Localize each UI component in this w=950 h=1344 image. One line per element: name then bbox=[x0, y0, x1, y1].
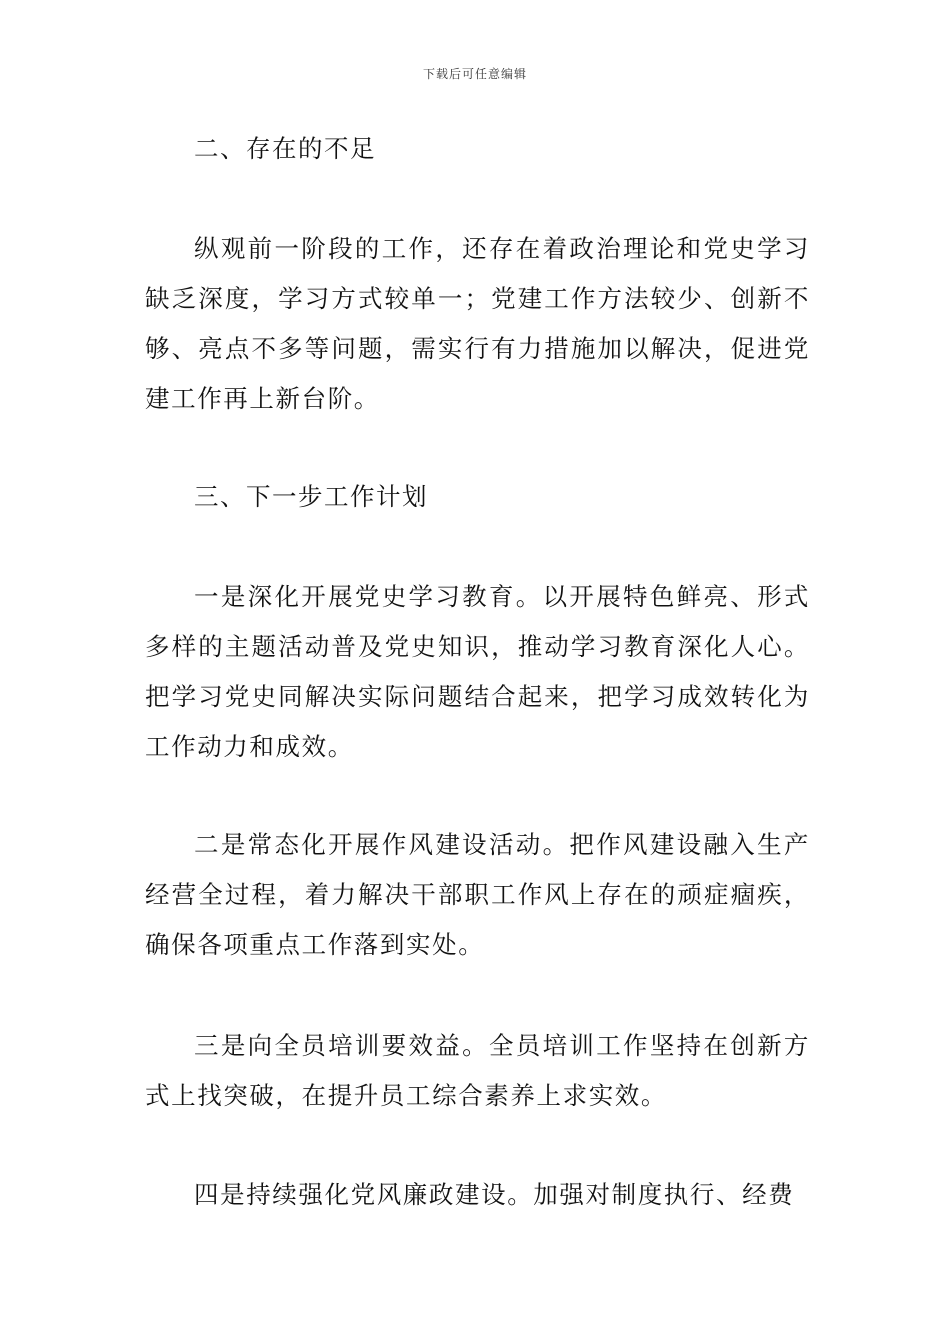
section-heading-next-plan: 三、下一步工作计划 bbox=[194, 482, 428, 511]
section-heading-shortcomings: 二、存在的不足 bbox=[194, 134, 376, 163]
paragraph-plan-3: 三是向全员培训要效益。全员培训工作坚持在创新方式上找突破，在提升员工综合素养上求实效。 bbox=[145, 1031, 810, 1110]
header-note: 下载后可任意编辑 bbox=[422, 67, 527, 81]
paragraph-plan-4: 四是持续强化党风廉政建设。加强对制度执行、经费 bbox=[194, 1180, 795, 1209]
paragraph-plan-1: 一是深化开展党史学习教育。以开展特色鲜亮、形式多样的主题活动普及党史知识，推动学习教育深化人心。把学习党史同解决实际问题结合起来，把学习成效转化为工作动力和成效。 bbox=[145, 582, 810, 761]
paragraph-shortcomings: 纵观前一阶段的工作，还存在着政治理论和党史学习缺乏深度，学习方式较单一；党建工作方法较少、创新不够、亮点不多等问题，需实行有力措施加以解决，促进党建工作再上新台阶。 bbox=[145, 234, 810, 413]
paragraph-plan-2: 二是常态化开展作风建设活动。把作风建设融入生产经营全过程，着力解决干部职工作风上存在的顽症痼疾，确保各项重点工作落到实处。 bbox=[145, 830, 810, 959]
